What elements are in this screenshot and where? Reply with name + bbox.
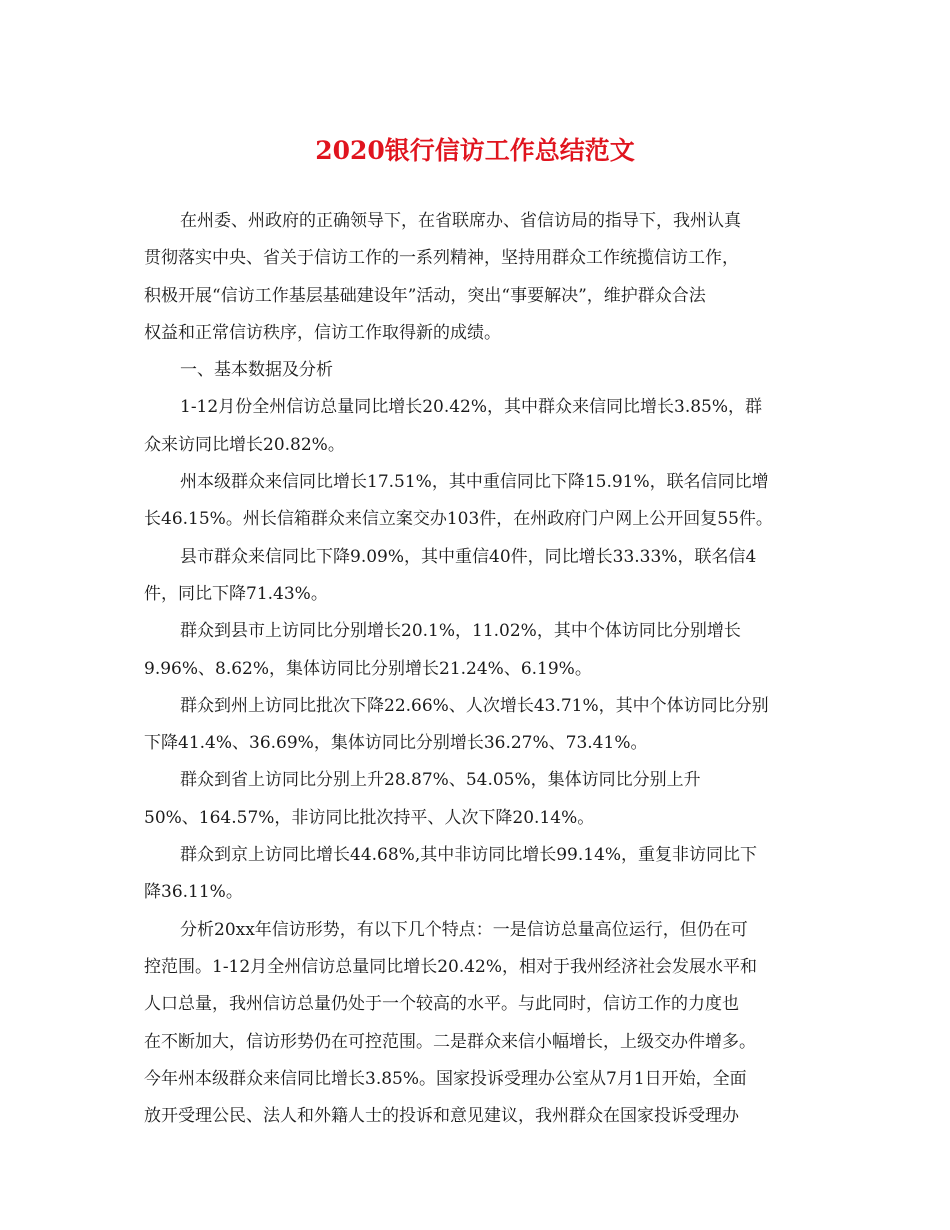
document-body <box>144 203 810 1135</box>
paragraph <box>144 613 810 688</box>
text-line: 9.96%、8.62%，集体访同比分别增长21.24%、6.19%。 <box>144 658 592 679</box>
paragraph-intro <box>144 203 810 352</box>
text-line: 件，同比下降71.43%。 <box>144 583 328 604</box>
paragraph <box>144 912 810 1136</box>
text-line: 众来访同比增长20.82%。 <box>144 434 345 455</box>
text-line: 放开受理公民、法人和外籍人士的投诉和意见建议，我州群众在国家投诉受理办 <box>144 1106 739 1127</box>
text-line: 州本级群众来信同比增长17.51%，其中重信同比下降15.91%，联名信同比增 <box>180 472 769 493</box>
paragraph <box>144 688 810 763</box>
text-line: 人口总量，我州信访总量仍处于一个较高的水平。与此同时，信访工作的力度也 <box>144 994 739 1015</box>
text-line: 控范围。1-12月全州信访总量同比增长20.42%，相对于我州经济社会发展水平和 <box>144 956 758 977</box>
text-line: 1-12月份全州信访总量同比增长20.42%，其中群众来信同比增长3.85%，群 <box>180 397 763 418</box>
text-line: 积极开展“信访工作基层基础建设年”活动，突出“事要解决”，维护群众合法 <box>144 285 706 306</box>
text-line: 在州委、州政府的正确领导下，在省联席办、省信访局的指导下，我州认真 <box>180 211 741 231</box>
paragraph <box>144 389 810 464</box>
text-line: 县市群众来信同比下降9.09%，其中重信40件，同比增长33.33%，联名信4 <box>180 546 757 567</box>
section-heading <box>144 352 810 389</box>
text-line: 50%、164.57%，非访同比批次持平、人次下降20.14%。 <box>144 807 595 828</box>
text-line: 一、基本数据及分析 <box>180 360 333 381</box>
text-line: 群众到县市上访同比分别增长20.1%，11.02%，其中个体访同比分别增长 <box>180 621 741 642</box>
text-line: 降36.11%。 <box>144 882 243 903</box>
text-line: 分析20xx年信访形势，有以下几个特点：一是信访总量高位运行，但仍在可 <box>180 919 748 940</box>
paragraph <box>144 539 810 614</box>
text-line: 长46.15%。州长信箱群众来信立案交办103件，在州政府门户网上公开回复55件。 <box>144 509 773 530</box>
paragraph <box>144 464 810 539</box>
text-line: 群众到京上访同比增长44.68%,其中非访同比增长99.14%，重复非访同比下 <box>180 845 758 866</box>
text-line: 群众到州上访同比批次下降22.66%、人次增长43.71%，其中个体访同比分别 <box>180 695 769 716</box>
text-line: 贯彻落实中央、省关于信访工作的一系列精神，坚持用群众工作统揽信访工作， <box>144 248 739 269</box>
text-line: 群众到省上访同比分别上升28.87%、54.05%，集体访同比分别上升 <box>180 770 701 791</box>
text-line: 下降41.4%、36.69%，集体访同比分别增长36.27%、73.41%。 <box>144 733 648 754</box>
paragraph <box>144 762 810 837</box>
paragraph <box>144 837 810 912</box>
text-line: 在不断加大，信访形势仍在可控范围。二是群众来信小幅增长，上级交办件增多。 <box>144 1031 756 1052</box>
text-line: 今年州本级群众来信同比增长3.85%。国家投诉受理办公室从7月1日开始，全面 <box>144 1068 747 1089</box>
document-title: 2020银行信访工作总结范文 <box>315 136 635 165</box>
text-line: 权益和正常信访秩序，信访工作取得新的成绩。 <box>144 322 501 343</box>
